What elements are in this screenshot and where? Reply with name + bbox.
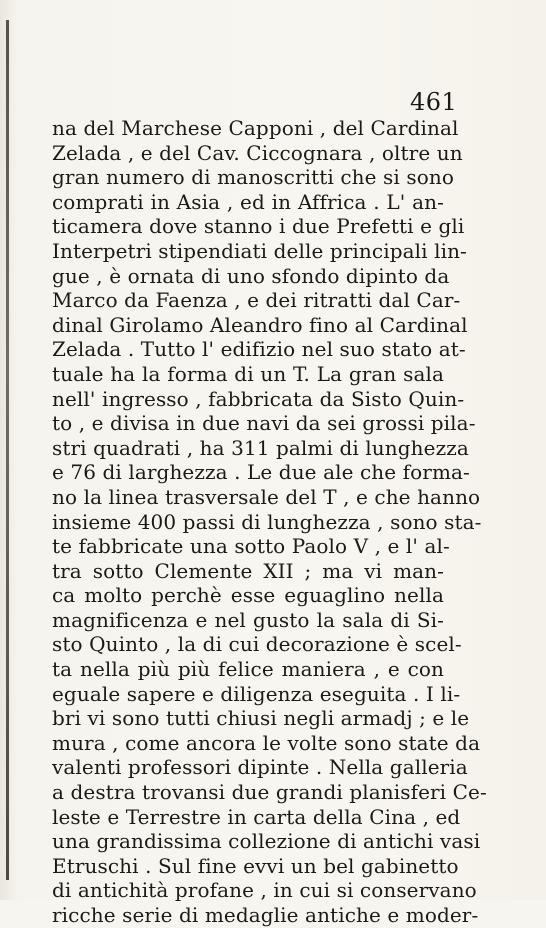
text-line: Interpetri stipendiati delle principali lin-	[52, 238, 467, 263]
text-line: una grandissima collezione di antichi vasi	[52, 829, 481, 854]
page-binding-edge	[6, 20, 9, 880]
text-line: insieme 400 passi di lunghezza , sono sta-	[52, 509, 482, 534]
text-line: e 76 di larghezza . Le due ale che forma-	[52, 460, 470, 485]
text-line: stri quadrati , ha 311 palmi di lunghezza	[52, 435, 469, 460]
text-line: ticamera dove stanno i due Prefetti e gli	[52, 214, 465, 239]
text-line: Zelada . Tutto l' edifizio nel suo stato at-	[52, 337, 466, 362]
text-line: leste e Terrestre in carta della Cina , ed	[52, 804, 461, 829]
page-number: 461	[410, 88, 458, 116]
text-line: dinal Girolamo Aleandro fino al Cardinal	[52, 312, 468, 337]
text-line: tuale ha la forma di un T. La gran sala	[52, 361, 444, 386]
text-line: Zelada , e del Cav. Ciccognara , oltre un	[52, 140, 463, 165]
text-line: a destra trovansi due grandi planisferi Ce-	[52, 780, 487, 805]
text-line: te fabbricate una sotto Paolo V , e l' al-	[52, 534, 450, 559]
text-line: eguale sapere e diligenza eseguita . I li-	[52, 681, 461, 706]
text-line: Etruschi . Sul fine evvi un bel gabinetto	[52, 853, 459, 878]
text-line: ca molto perchè esse eguaglino nella	[52, 583, 444, 608]
text-line: no la linea trasversale del T , e che hanno	[52, 484, 481, 509]
text-line: ricche serie di medaglie antiche e moder-	[52, 903, 479, 927]
text-line: sto Quinto , la di cui decorazione è scel-	[52, 632, 462, 657]
text-line: comprati in Asia , ed in Affrica . L' an-	[52, 189, 444, 214]
text-line: Marco da Faenza , e dei ritratti dal Car-	[52, 288, 461, 313]
text-line: na del Marchese Capponi , del Cardinal	[52, 116, 459, 140]
text-line: ta nella più più felice maniera , e con	[52, 657, 444, 682]
text-line: di antichità profane , in cui si conservano	[52, 878, 477, 903]
text-line: tra sotto Clemente XII ; ma vi man-	[52, 558, 444, 583]
text-line: bri vi sono tutti chiusi negli armadj ; e le	[52, 706, 470, 731]
body-text	[52, 116, 487, 928]
text-line: gran numero di manoscritti che si sono	[52, 165, 454, 190]
text-line: to , e divisa in due navi da sei grossi pila-	[52, 411, 476, 436]
text-line: gue , è ornata di uno sfondo dipinto da	[52, 263, 450, 288]
text-line: valenti professori dipinte . Nella galleria	[52, 755, 468, 780]
text-line: mura , come ancora le volte sono state da	[52, 730, 481, 755]
text-line: nell' ingresso , fabbricata da Sisto Quin-	[52, 386, 465, 411]
text-line: magnificenza e nel gusto la sala di Si-	[52, 607, 444, 632]
